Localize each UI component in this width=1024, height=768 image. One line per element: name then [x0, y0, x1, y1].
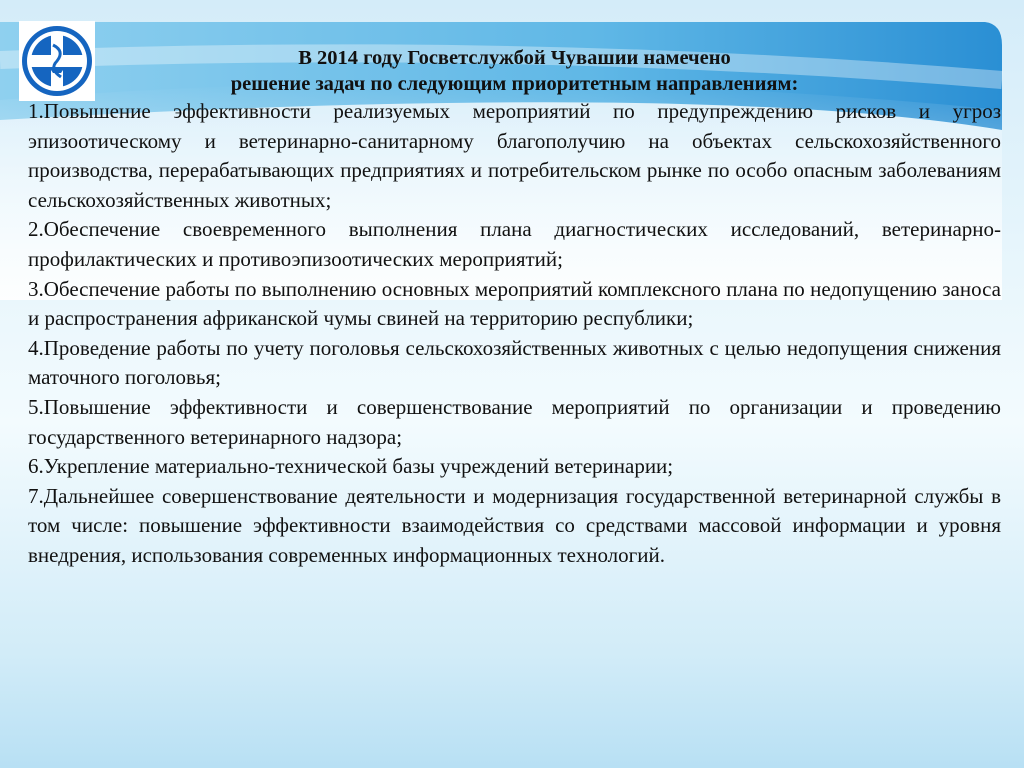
- list-item: 1.Повышение эффективности реализуемых мероприятий по предупреждению рисков и угроз эпизоотическому и ветеринарно-санитарному благополучию на объектах сельскохозяйственного производства, перерабатывающих предприятиях и потребительском рынке по особо опасным заболеваниям сельскохозяйственных животных;: [28, 99, 1001, 212]
- list-item: 2.Обеспечение своевременного выполнения плана диагностических исследований, ветеринарно-профилактических и противоэпизоотических мероприятий;: [28, 217, 1001, 271]
- slide-content: [28, 45, 1001, 571]
- list-item: 4.Проведение работы по учету поголовья сельскохозяйственных животных с целью недопущения снижения маточного поголовья;: [28, 335, 1001, 390]
- slide-title: [28, 45, 1001, 97]
- title-line-1: В 2014 году Госветслужбой Чувашии намечено: [298, 47, 731, 69]
- list-item: 7.Дальнейшее совершенствование деятельности и модернизация государственной ветеринарной службы в том числе: повышение эффективности взаимодействия со средствами массовой информации и уровня внедрения, использования современных информационных технологий.: [28, 483, 1001, 567]
- list-item: 3.Обеспечение работы по выполнению основных мероприятий комплексного плана по недопущению заноса и распространения африканской чумы свиней на территорию республики;: [28, 276, 1001, 331]
- title-line-2: решение задач по следующим приоритетным направлениям:: [230, 73, 799, 95]
- list-item: 5.Повышение эффективности и совершенствование мероприятий по организации и проведению государственного ветеринарного надзора;: [28, 394, 1001, 449]
- list-item: 6.Укрепление материально-технической базы учреждений ветеринарии;: [28, 454, 674, 479]
